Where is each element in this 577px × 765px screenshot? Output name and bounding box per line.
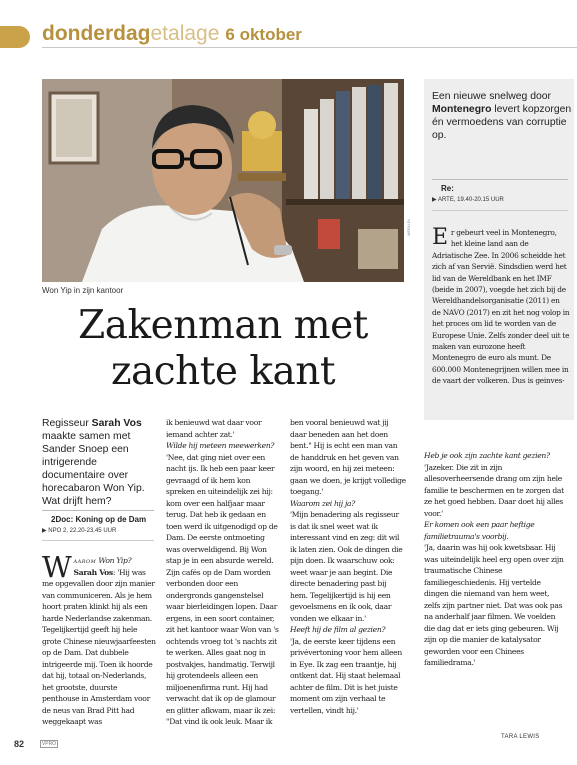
article-column-4 — [424, 450, 566, 669]
photo-caption: Won Yip in zijn kantoor — [42, 286, 124, 295]
question-6: Er komen ook een paar heftige familietrauma's voorbij. — [424, 520, 535, 541]
col4-text-b: 'Ja, daarin was hij ook kwetsbaar. Hij was uiteindelijk heel erg open over zijn traumatische Chinese familiegeschiedenis. Hij vertelde dingen die niemand van hem weet, zelfs zijn partner niet. Dat was ook pas na anderhalf jaar filmen. We voelden die dag dat er iets ging gebeuren. Wij zijn op die manier de katalysator geworden voor een Chinees familiedrama.' — [424, 543, 564, 667]
intro-director-name: Sarah Vos — [91, 418, 142, 429]
question-4: Heeft hij de film al gezien? — [290, 625, 386, 634]
article-headline — [42, 303, 404, 395]
header-brand-b: etalage — [150, 22, 220, 45]
col3-text-a: ben vooral benieuwd wat jij daar beneden aan het doen bent." Hij is echt een man van de handdruk en het geven van zijn woord, en hij zei meteen: gaan we doen, je krijgt volledige toegang.' — [290, 418, 406, 496]
intro-pre: Regisseur — [42, 418, 92, 429]
article-column-1 — [42, 550, 156, 728]
sidebar-lead-post: levert kopzorgen én vermoedens van corruptie op. — [432, 104, 572, 141]
header-brand-a: donderdag — [42, 22, 151, 45]
sidebar-body — [432, 227, 570, 387]
question-3: Waarom zei hij ja? — [290, 498, 355, 508]
page-number: 82 — [14, 739, 25, 749]
answer-1-speaker: Sarah Vos — [73, 567, 113, 577]
question-5: Heb je ook zijn zachte kant gezien? — [424, 451, 550, 460]
headline-line-1: Zakenman met — [78, 303, 368, 348]
sidebar-drop-cap: E — [432, 225, 448, 250]
intro-rule — [42, 510, 154, 511]
sidebar-body-text: r gebeurt veel in Montenegro, het kleine land aan de Adriatische Zee. In 2006 scheidde het zich af van Servië. Sindsdien werd het lid van de Wereldbank en het IMF (beide in 2007), voegde het zich bij de Wereldhandelsorganisatie (2011) en de NAVO (2017) en zit het nog volop in het proces om lid te worden van de Europese Unie. Zelfs zonder deel uit te maken van eurozone heeft Montenegro de euro als munt. De 600.000 Montenegrijnen willen mee in de vaart der volkeren. Dus is geinves- — [432, 228, 570, 386]
author-byline: TARA LEWIS — [501, 734, 540, 740]
article-intro — [42, 417, 162, 508]
answer-1: : 'Hij was me opgevallen door zijn manier van communiceren. Als je hem hoort praten klinkt hij als een harde Nederlandse zakenman. Tegelijkertijd geeft hij hele grote Chinese nieuwjaarfeesten op de Dam. Dat dubbele intrigeerde mij. Toen ik hoorde dat hij, totaal on-Nederlands, het grootste, duurste penthouse in Amsterdam voor de neus van Brad Pitt had weggekaapt was — [42, 567, 156, 726]
header-date: 6 oktober — [225, 25, 302, 44]
sidebar-rule-2 — [432, 210, 568, 211]
sidebar-rule — [432, 179, 568, 180]
header-tab — [0, 26, 30, 48]
publisher-logo: VPRO — [41, 741, 57, 747]
question-1: Won Yip? — [96, 556, 132, 565]
question-2: Wilde hij meteen meewerken? — [166, 441, 275, 450]
sidebar-broadcast-info: ▶ ARTE, 19.40-20.15 UUR — [432, 197, 504, 203]
article-column-3 — [290, 417, 406, 716]
col3-text-b: 'Mijn benadering als regisseur is dat ik snel weet wat ik interessant vind en zeg: dit wil ik laten zien. Ook de dingen die pijn doen. Ik waarschuw ook: weet waar je aan begint. Die directe benadering past bij hem. Tegelijkertijd is hij een gevoelsmens en ik ook, daar vonden we elkaar in.' — [290, 510, 403, 623]
sidebar-program-title: Re: — [441, 184, 454, 193]
section-header — [42, 21, 302, 48]
article-drop-cap: W — [42, 550, 72, 584]
header-rule — [42, 47, 577, 48]
program-title: 2Doc: Koning op de Dam — [51, 515, 147, 524]
col2-text-a: ik benieuwd wat daar voor iemand achter zat.' — [166, 418, 262, 439]
headline-line-2: zachte kant — [110, 349, 336, 394]
question-1-smallcaps: aarom — [73, 556, 97, 565]
intro-post: maakte samen met Sander Snoep een intrigerende documentaire over horecabaron Won Yip. Wat drijft hem? — [42, 431, 145, 507]
col4-text-a: 'Jazeker. Die zit in zijn allesoverheersende drang om zijn hele familie te beschermen en te zorgen dat ze het goed hebben. Daar doet hij alles voor.' — [424, 462, 564, 518]
col2-text-b: 'Nee, dat ging niet over een nacht ijs. Ik heb een paar keer gevraagd of ik hem kon spreken en uiteindelijk zei hij: kom over een halfjaar maar terug. Dat heb ik gedaan en toen werd ik uitgenodigd op de Dam. De eerste ontmoeting was overweldigend. Bij Won stap je in een absurde wereld. Zijn cafés op de Dam worden verbonden door een ondergronds gangenstelsel waar bierleidingen lopen. Daar ergens, in een soort container, zit het kantoor waar Won van 's ochtends vroeg tot 's nachts zit te werken. Alles gaat nog in postvakjes, handmatig. Terwijl hij grotendeels alleen een miljoenenfirma runt. Hij had verwacht dat ik op de glamour en glitter afkwam, maar ik zei: "Dat vind ik ook leuk. Maar ik — [166, 452, 279, 726]
article-column-2 — [166, 417, 280, 728]
intro-rule-2 — [42, 540, 154, 541]
photo-credit: MERLIJN — [406, 218, 411, 236]
broadcast-info: ▶ NPO 2, 22.20-23.45 UUR — [42, 528, 117, 534]
col3-text-c: 'Ja, de eerste keer tijdens een privévertoning voor hem alleen in Eye. Ik zag een traantje, hij ontkent dat. Hij staat helemaal achter de film. Dit is het juiste moment om zijn verhaal te vertellen, vindt hij.' — [290, 636, 402, 715]
sidebar-lead-bold: Montenegro — [432, 104, 492, 115]
portrait-photo — [42, 79, 404, 282]
sidebar-lead — [432, 90, 572, 142]
sidebar-lead-pre: Een nieuwe snelweg door — [432, 91, 551, 102]
